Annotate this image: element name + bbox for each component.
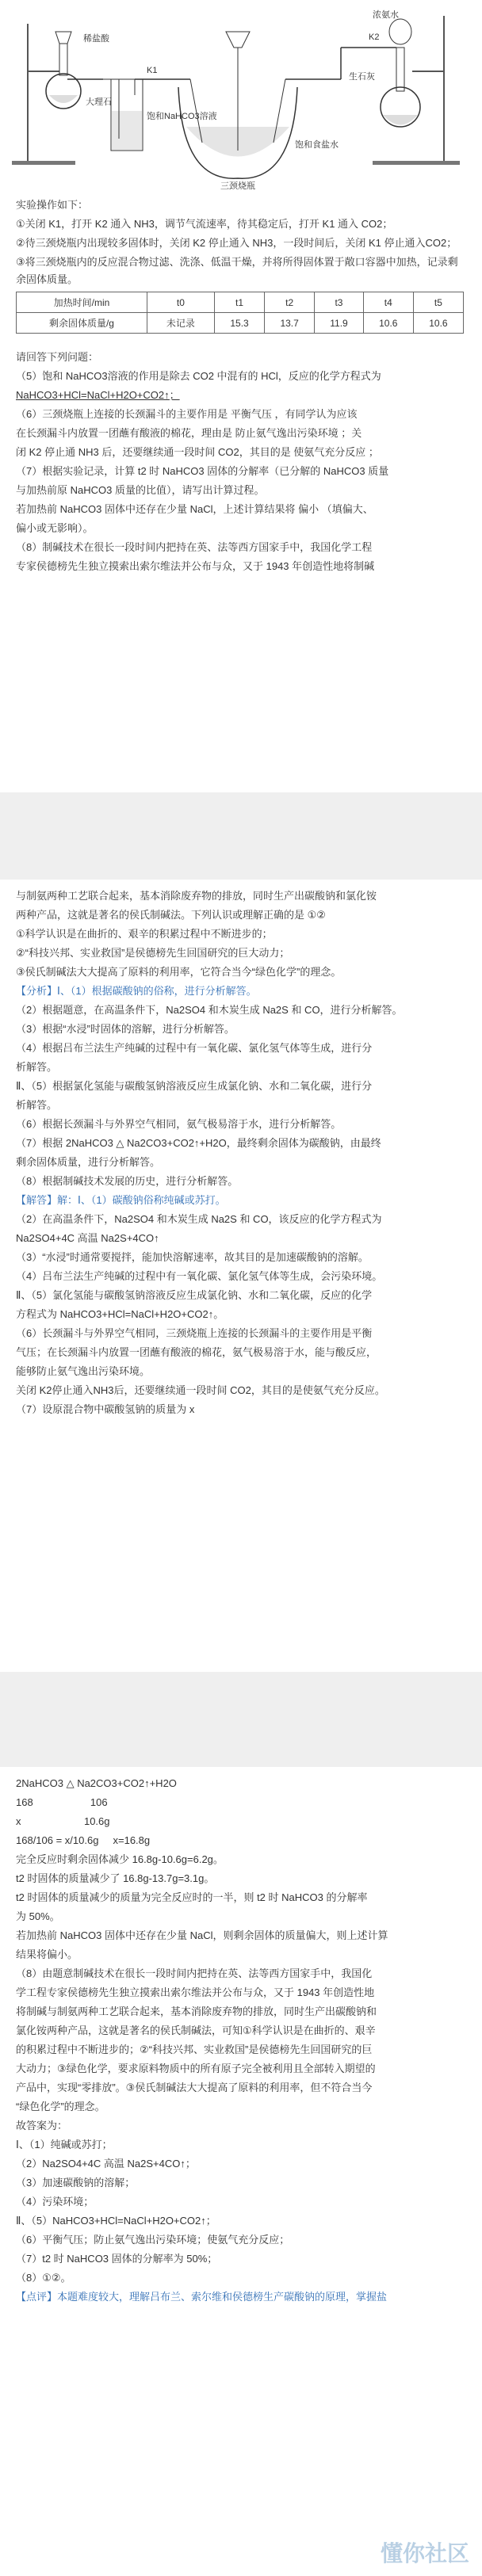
text-line: 析解答。 — [16, 1061, 58, 1073]
text-line: 将制碱与制氨两种工艺联合起来，基本消除废弃物的排放，同时生产出碳酸钠和 — [16, 2005, 377, 2017]
text-line: 完全反应时剩余固体减少 16.8g-10.6g=6.2g。 — [16, 1853, 224, 1865]
table-cell: 13.7 — [265, 313, 315, 334]
text-line: Ⅱ、（5）NaHCO3+HCl=NaCl+H2O+CO2↑； — [16, 2215, 216, 2227]
text-line: （6）平衡气压；防止氨气逸出污染环境；使氨气充分反应； — [16, 2234, 290, 2246]
text-line: （2）根据题意，在高温条件下，Na2SO4 和木炭生成 Na2S 和 CO，进行分析解答。 — [16, 1004, 403, 1016]
text-line: 请回答下列问题： — [16, 351, 99, 363]
text-line: ①科学认识是在曲折的、艰辛的积累过程中不断进步的； — [16, 928, 273, 940]
text-line: 【点评】本题难度较大，理解吕布兰、索尔维和侯德榜生产碳酸钠的原理，掌握盐 — [16, 2291, 388, 2303]
table-cell: 10.6 — [413, 313, 463, 334]
text-line: （8）制碱技术在很长一段时间内把持在英、法等西方国家手中，我国化学工程 — [16, 541, 373, 553]
diagram-label: 饱和食盐水 — [295, 140, 339, 150]
text-line: （4）污染环境； — [16, 2196, 94, 2208]
text-line: 结果将偏小。 — [16, 1948, 78, 1960]
text-line: NaHCO3+HCl=NaCl+H2O+CO2↑； — [16, 389, 180, 401]
table-header-cell: t0 — [147, 292, 214, 313]
table-header-cell: t1 — [214, 292, 264, 313]
diagram-label: K2 — [369, 32, 380, 42]
apparatus-diagram — [0, 0, 482, 190]
text-line: 方程式为 NaHCO3+HCl=NaCl+H2O+CO2↑。 — [16, 1308, 224, 1320]
table-header-cell: t2 — [265, 292, 315, 313]
text-line: ②“科技兴邦、实业救国”是侯德榜先生回国研究的巨大动力； — [16, 947, 290, 959]
text-line: 故答案为： — [16, 2120, 68, 2131]
text-line: 氯化铵两种产品，这就是著名的侯氏制碱法，可知①科学认识是在曲折的、艰辛 — [16, 2025, 376, 2036]
table-header-cell: 加热时间/min — [17, 292, 147, 313]
table-row-label: 剩余固体质量/g — [17, 313, 147, 334]
text-line: （3）加速碳酸钠的溶解； — [16, 2177, 136, 2189]
text-line: 2NaHCO3 △ Na2CO3+CO2↑+H2O — [16, 1777, 177, 1789]
text-line: 若加热前 NaHCO3 固体中还存在少量 NaCl，上述计算结果将 偏小 （填偏大、 — [16, 503, 373, 515]
text-line: （8）①②。 — [16, 2272, 71, 2284]
text-line: 关闭 K2停止通入NH3后，还要继续通一段时间 CO2，其目的是使氨气充分反应。 — [16, 1384, 385, 1396]
text-line: 闭 K2 停止通 NH3 后，还要继续通一段时间 CO2，其目的是 使氨气充分反应 ； — [16, 446, 379, 458]
text-line: （8）根据制碱技术发展的历史，进行分析解答。 — [16, 1175, 239, 1187]
text-line: 气压；在长颈漏斗内放置一团蘸有酸液的棉花，氨气极易溶于水，能与酸反应， — [16, 1346, 377, 1358]
data-table — [16, 292, 464, 334]
watermark-logo: 懂你社区 — [380, 2541, 469, 2566]
text-line: t2 时固体的质量减少的质量为完全反应时的一半，则 t2 时 NaHCO3 的分解率 — [16, 1891, 368, 1903]
text-line: （7）t2 时 NaHCO3 固体的分解率为 50%； — [16, 2253, 218, 2265]
page-1 — [0, 0, 482, 792]
table-header-cell: t4 — [363, 292, 413, 313]
text-line: （6）三颈烧瓶上连接的长颈漏斗的主要作用是 平衡气压 ，有同学认为应该 — [16, 408, 358, 420]
diagram-label: 稀盐酸 — [83, 34, 109, 44]
text-line: 剩余固体质量，进行分析解答。 — [16, 1156, 161, 1168]
diagram-label: 大理石 — [86, 97, 112, 107]
text-line: Na2SO4+4C 高温 Na2S+4CO↑ — [16, 1232, 159, 1244]
diagram-label: 浓氨水 — [373, 10, 399, 20]
text-line: ③侯氏制碱法大大提高了原料的利用率，它符合当今“绿色化学”的理念。 — [16, 966, 342, 978]
text-line: 学工程专家侯德榜先生独立摸索出索尔维法并公布与众，又于 1943 年创造性地 — [16, 1986, 375, 1998]
text-line: 实验操作如下： — [16, 199, 89, 211]
text-line: 与制氨两种工艺联合起来，基本消除废弃物的排放，同时生产出碳酸钠和氯化铵 — [16, 890, 377, 902]
diagram-label: 三颈烧瓶 — [220, 181, 255, 190]
text-line: （7）根据 2NaHCO3 △ Na2CO3+CO2↑+H2O，最终剩余固体为碳酸钠，由最终 — [16, 1137, 381, 1149]
table-cell: 未记录 — [147, 313, 214, 334]
table-cell: 11.9 — [315, 313, 364, 334]
text-line: “绿色化学”的理念。 — [16, 2101, 105, 2112]
text-line: Ⅱ、（5）氯化氢能与碳酸氢钠溶液反应生成氯化钠、水和二氧化碳，反应的化学 — [16, 1289, 373, 1301]
page-gap — [0, 1672, 482, 1767]
diagram-label: K1 — [147, 66, 158, 75]
text-line: （7）设原混合物中碳酸氢钠的质量为 x — [16, 1403, 195, 1415]
text-line: 专家侯德榜先生独立摸索出索尔维法并公布与众，又于 1943 年创造性地将制碱 — [16, 560, 375, 572]
text-line: （4）吕布兰法生产纯碱的过程中有一氧化碳、氯化氢气体等生成，会污染环境。 — [16, 1270, 383, 1282]
text-line: （8）由题意制碱技术在很长一段时间内把持在英、法等西方国家手中，我国化 — [16, 1967, 373, 1979]
text-line: 大动力；③绿色化学，要求原料物质中的所有原子完全被利用且全部转入期望的 — [16, 2063, 376, 2074]
text-line: 的积累过程中不断进步的；②“科技兴邦、实业救国”是侯德榜先生回国研究的巨 — [16, 2044, 373, 2055]
diagram-label: 饱和NaHCO3溶液 — [147, 112, 217, 121]
page-3 — [0, 1767, 482, 2576]
table-header-cell: t3 — [315, 292, 364, 313]
text-line: t2 时固体的质量减少了 16.8g-13.7g=3.1g。 — [16, 1872, 215, 1884]
text-line: 168/106 = x/10.6g x=16.8g — [16, 1834, 151, 1846]
diagram-label: 生石灰 — [349, 72, 375, 82]
text-line: x 10.6g — [16, 1815, 110, 1827]
text-line: （3）“水浸”时通常要搅拌，能加快溶解速率，故其目的是加速碳酸钠的溶解。 — [16, 1251, 369, 1263]
text-line: 【解答】解：Ⅰ、（1）碳酸钠俗称纯碱或苏打。 — [16, 1194, 226, 1206]
text-line: 与加热前原 NaHCO3 质量的比值），请写出计算过程。 — [16, 484, 265, 496]
text-line: 在长颈漏斗内放置一团蘸有酸液的棉花，理由是 防止氨气逸出污染环境 ；关 — [16, 427, 362, 439]
text-line: 产品中，实现“零排放”。③侯氏制碱法大大提高了原料的利用率，但不符合当今 — [16, 2082, 373, 2093]
text-line: Ⅰ、（1）纯碱或苏打； — [16, 2139, 113, 2150]
text-line: 能够防止氨气逸出污染环境。 — [16, 1365, 151, 1377]
text-line: 168 106 — [16, 1796, 108, 1808]
text-line: 若加热前 NaHCO3 固体中还存在少量 NaCl，则剩余固体的质量偏大，则上述计算 — [16, 1929, 388, 1941]
text-line: 【分析】Ⅰ、（1）根据碳酸钠的俗称，进行分析解答。 — [16, 985, 257, 997]
text-line: ②待三颈烧瓶内出现较多固体时，关闭 K2 停止通入 NH3，一段时间后，关闭 K1 停止通入CO2； — [16, 237, 457, 249]
table-header-cell: t5 — [413, 292, 463, 313]
text-line: （2）Na2SO4+4C 高温 Na2S+4CO↑； — [16, 2158, 196, 2170]
text-line: （4）根据吕布兰法生产纯碱的过程中有一氧化碳、氯化氢气体等生成，进行分 — [16, 1042, 373, 1054]
text-line: ③将三颈烧瓶内的反应混合物过滤、洗涤、低温干燥，并将所得固体置于敞口容器中加热，记录剩余固体质量。 — [16, 256, 458, 285]
text-line: ①关闭 K1，打开 K2 通入 NH3，调节气流速率，待其稳定后，打开 K1 通入 CO2； — [16, 218, 393, 230]
text-line: （3）根据“水浸”时固体的溶解，进行分析解答。 — [16, 1023, 235, 1035]
text-line: 析解答。 — [16, 1099, 58, 1111]
page-gap — [0, 792, 482, 880]
table-cell: 10.6 — [363, 313, 413, 334]
text-line: Ⅱ、（5）根据氯化氢能与碳酸氢钠溶液反应生成氯化钠、水和二氧化碳，进行分 — [16, 1080, 373, 1092]
text-line: （6）根据长颈漏斗与外界空气相同，氨气极易溶于水，进行分析解答。 — [16, 1118, 342, 1130]
text-line: 两种产品，这就是著名的侯氏制碱法。下列认识或理解正确的是 ①② — [16, 909, 326, 921]
text-line: 为 50%。 — [16, 1910, 60, 1922]
text-line: （2）在高温条件下，Na2SO4 和木炭生成 Na2S 和 CO，该反应的化学方程式为 — [16, 1213, 382, 1225]
text-line: 偏小或无影响）。 — [16, 522, 94, 534]
text-line: （6）长颈漏斗与外界空气相同，三颈烧瓶上连接的长颈漏斗的主要作用是平衡 — [16, 1327, 373, 1339]
table-cell: 15.3 — [214, 313, 264, 334]
text-line: （7）根据实验记录，计算 t2 时 NaHCO3 固体的分解率（已分解的 NaHCO3 质量 — [16, 465, 389, 477]
page-2 — [0, 880, 482, 1672]
text-line: （5）饱和 NaHCO3溶液的作用是除去 CO2 中混有的 HCl，反应的化学方程式为 — [16, 370, 381, 382]
